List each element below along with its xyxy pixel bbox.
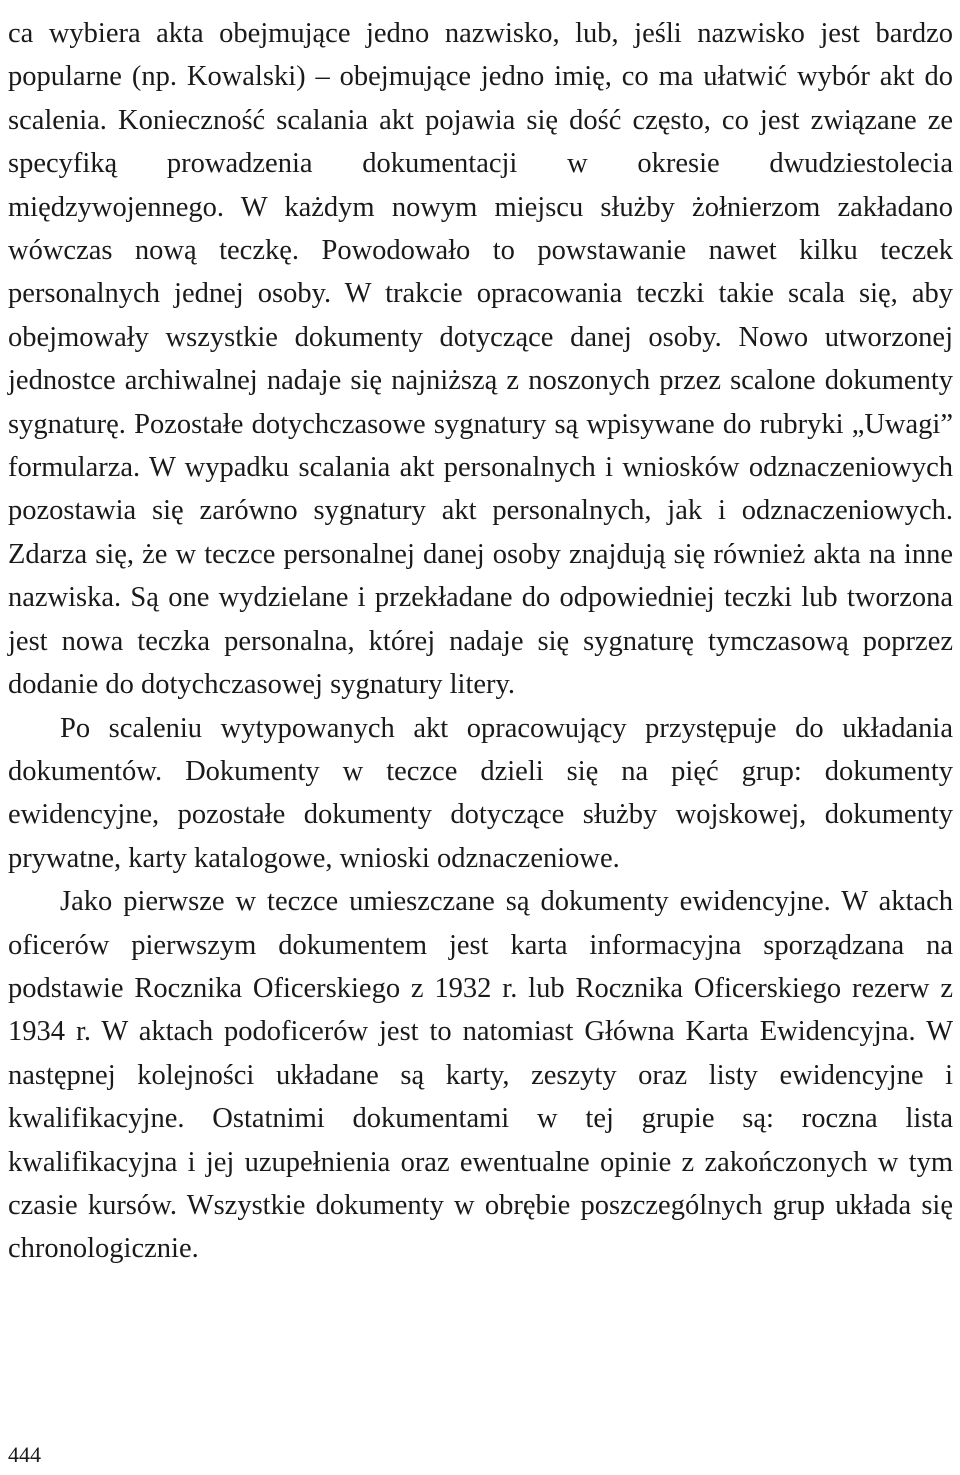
paragraph-2: Po scaleniu wytypowanych akt opracowujący przystępuje do układania dokumentów. Dokumenty w teczce dzieli się na pięć grup: dokumenty ewidencyjne, pozostałe dokumenty dotyczące służby wojskowej, dokumenty prywatne, karty katalogowe, wnioski odznaczeniowe. [8,712,953,874]
body-text [8,12,953,1271]
page-number: 444 [8,1442,41,1467]
paragraph-3: Jako pierwsze w teczce umieszczane są dokumenty ewidencyjne. W aktach oficerów pierwszym dokumentem jest karta informacyjna sporządzana na podstawie Rocznika Oficerskiego z 1932 r. lub Rocznika Oficerskiego rezerw z 1934 r. W aktach podoficerów jest to natomiast Główna Karta Ewidencyjna. W następnej kolejności układane są karty, zeszyty oraz listy ewidencyjne i kwalifikacyjne. Ostatnimi dokumentami w tej grupie są: roczna lista kwalifikacyjna i jej uzupełnienia oraz ewentualne opinie z zakończonych w tym czasie kursów. Wszystkie dokumenty w obrębie poszczególnych grup układa się chronologicznie. [8,886,953,1265]
paragraph-1: ca wybiera akta obejmujące jedno nazwisko, lub, jeśli nazwisko jest bardzo popularne (np. Kowalski) – obejmujące jedno imię, co ma ułatwić wybór akt do scalenia. Konieczność scalania akt pojawia się dość często, co jest związane ze specyfiką prowadzenia dokumentacji w okresie dwudziestolecia międzywojennego. W każdym nowym miejscu służby żołnierzom zakładano wówczas nową teczkę. Powodowało to powstawanie nawet kilku teczek personalnych jednej osoby. W trakcie opracowania teczki takie scala się, aby obejmowały wszystkie dokumenty dotyczące danej osoby. Nowo utworzonej jednostce archiwalnej nadaje się najniższą z noszonych przez scalone dokumenty sygnaturę. Pozostałe dotychczasowe sygnatury są wpisywane do rubryki „Uwagi” formularza. W wypadku scalania akt personalnych i wniosków odznaczeniowych pozostawia się zarówno sygnatury akt personalnych, jak i odznaczeniowych. Zdarza się, że w teczce personalnej danej osoby znajdują się również akta na inne nazwiska. Są one wydzielane i przekładane do odpowiedniej teczki lub tworzona jest nowa teczka personalna, której nadaje się sygnaturę tymczasową poprzez dodanie do dotychczasowej sygnatury litery. [8,18,953,701]
